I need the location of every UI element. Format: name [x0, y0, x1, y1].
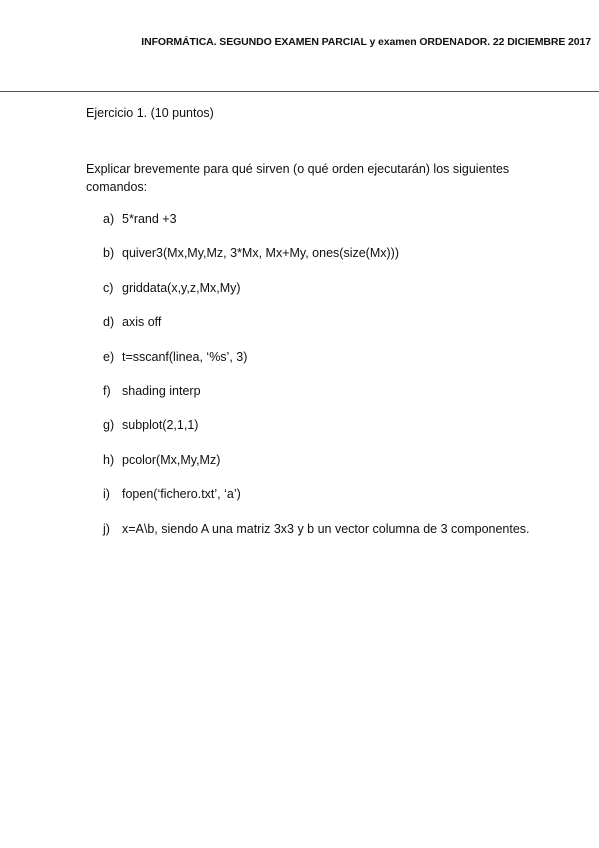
item-marker: c)	[103, 280, 114, 295]
item-text: quiver3(Mx,My,Mz, 3*Mx, Mx+My, ones(size(Mx)))	[122, 246, 399, 261]
item-text: t=sscanf(linea, ‘%s’, 3)	[122, 349, 248, 364]
list-item	[103, 315, 530, 349]
list-item	[103, 487, 530, 521]
item-text: pcolor(Mx,My,Mz)	[122, 452, 221, 467]
item-marker: f)	[103, 383, 111, 398]
item-marker: g)	[103, 418, 115, 433]
item-marker: i)	[103, 487, 110, 502]
list-item	[103, 281, 530, 315]
header-divider	[0, 91, 599, 92]
item-text: 5*rand +3	[122, 212, 177, 226]
list-item	[103, 246, 530, 280]
exercise-instructions: Explicar brevemente para qué sirven (o qué orden ejecutarán) los siguientes comandos:	[86, 162, 510, 194]
item-marker: e)	[103, 349, 115, 364]
exercise-title: Ejercicio 1. (10 puntos)	[86, 106, 214, 120]
page-header: INFORMÁTICA. SEGUNDO EXAMEN PARCIAL y examen ORDENADOR. 22 DICIEMBRE 2017	[141, 36, 591, 48]
item-text: shading interp	[122, 383, 201, 398]
list-item	[103, 384, 530, 418]
list-item	[103, 418, 530, 452]
item-text: fopen(‘fichero.txt’, ‘a’)	[122, 487, 241, 502]
item-marker: h)	[103, 452, 115, 467]
list-item	[103, 453, 530, 487]
item-text: x=A\b, siendo A una matriz 3x3 y b un vector columna de 3 componentes.	[122, 521, 530, 536]
list-item	[103, 350, 530, 384]
item-text: griddata(x,y,z,Mx,My)	[122, 280, 241, 295]
item-text: subplot(2,1,1)	[122, 418, 199, 433]
list-item	[103, 212, 530, 246]
item-marker: b)	[103, 246, 115, 261]
list-item	[103, 522, 530, 556]
item-marker: d)	[103, 315, 115, 330]
item-marker: j)	[103, 521, 110, 536]
item-text: axis off	[122, 315, 162, 330]
command-list	[103, 212, 530, 556]
item-marker: a)	[103, 212, 115, 226]
